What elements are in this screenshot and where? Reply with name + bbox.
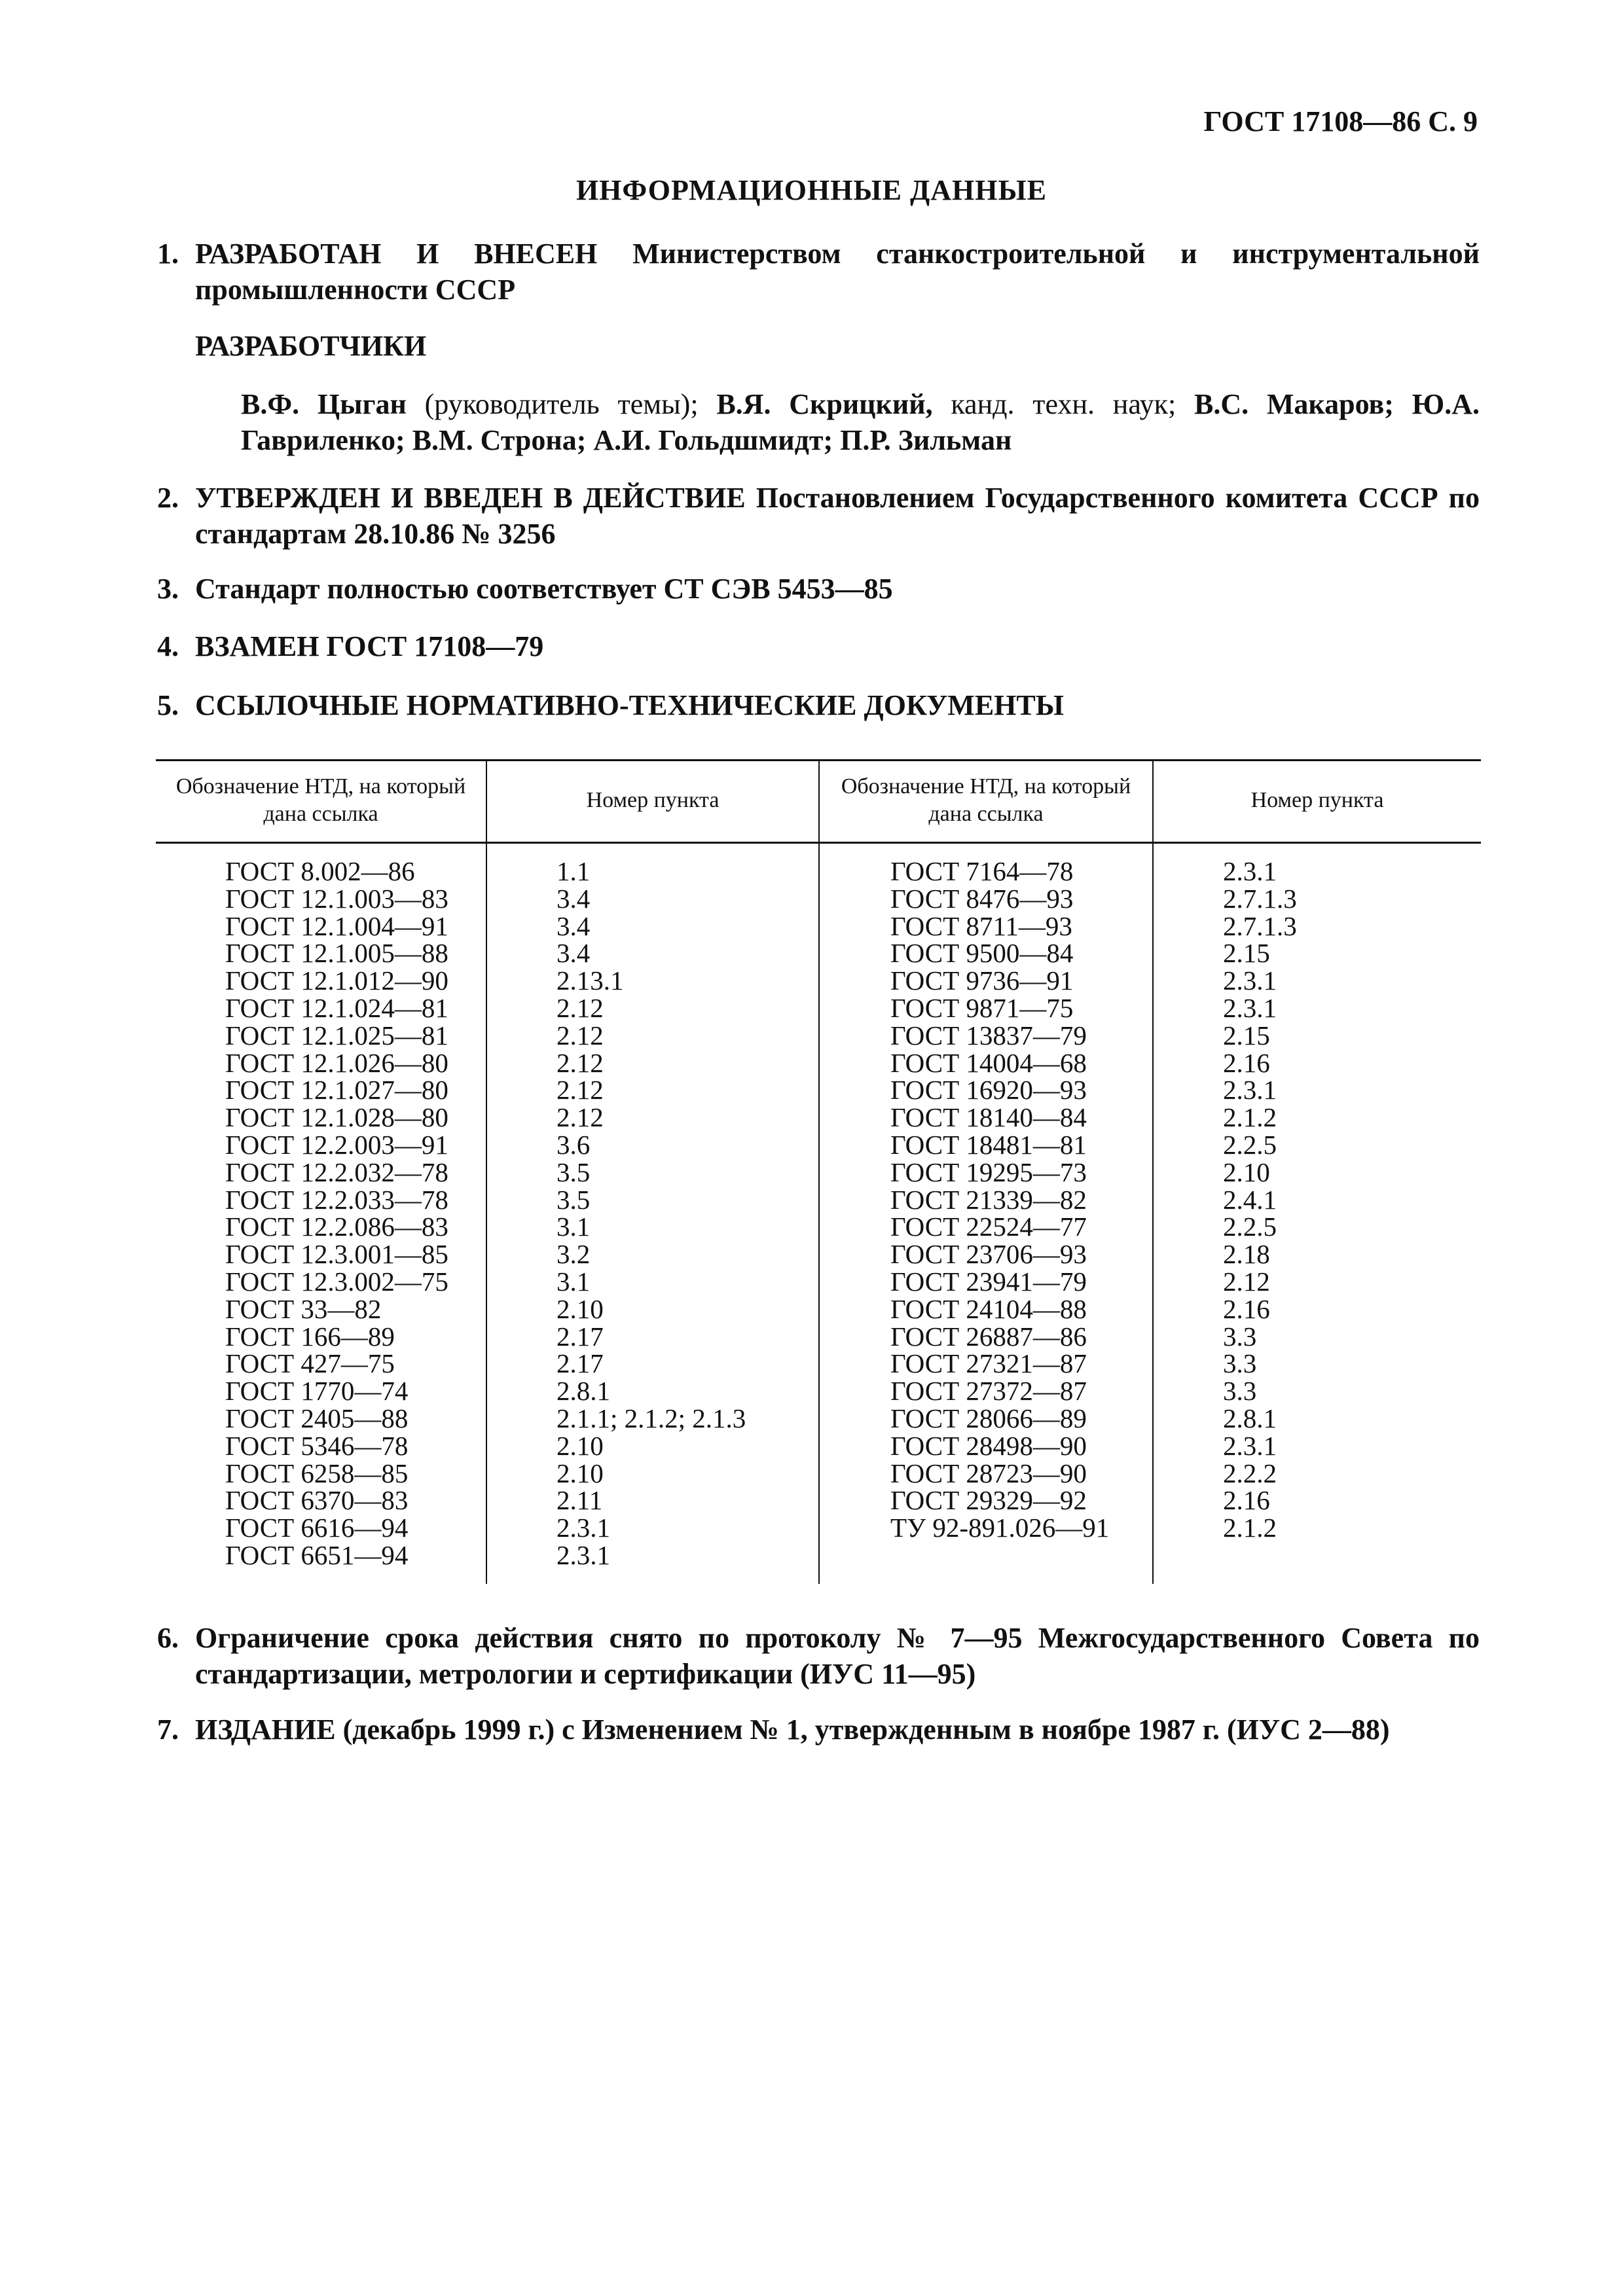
table-header-cell: Обозначение НТД, на который дана ссылка [841, 774, 1131, 826]
item-number: 5. [157, 689, 179, 721]
item-1 [157, 236, 1480, 308]
developers-heading: РАЗРАБОТЧИКИ [195, 330, 427, 362]
item-text: УТВЕРЖДЕН И ВВЕДЕН В ДЕЙСТВИЕ Постановлением Государственного комитета СССР по стандартам 28.10.86 № 3256 [195, 482, 1480, 550]
table-column-divider [818, 759, 820, 1584]
item-5 [157, 687, 1480, 723]
table-column-left-documents: ГОСТ 8.002—86 ГОСТ 12.1.003—83 ГОСТ 12.1.004—91 ГОСТ 12.1.005—88 ГОСТ 12.1.012—90 ГОСТ 12.1.024—81 ГОСТ 12.1.025—81 ГОСТ 12.1.026—80 ГОСТ 12.1.027—80 ГОСТ 12.1.028—80 ГОСТ 12.2.003—91 ГОСТ 12.2.032—78 ГОСТ 12.2.033—78 ГОСТ 12.2.086—83 ГОСТ 12.3.001—85 ГОСТ 12.3.002—75 ГОСТ 33—82 ГОСТ 166—89 ГОСТ 427—75 ГОСТ 1770—74 ГОСТ 2405—88 ГОСТ 5346—78 ГОСТ 6258—85 ГОСТ 6370—83 ГОСТ 6616—94 ГОСТ 6651—94 [225, 856, 448, 1570]
reference-table [156, 759, 1481, 1584]
item-text: ИЗДАНИЕ (декабрь 1999 г.) с Изменением № 1, утвержденным в ноябре 1987 г. (ИУС 2—88) [195, 1713, 1390, 1746]
table-header-cell: Обозначение НТД, на который дана ссылка [175, 774, 466, 826]
item-7 [157, 1712, 1480, 1748]
table-header-cell: Номер пункта [1250, 788, 1384, 812]
developer-role: (руководитель темы); [406, 388, 717, 420]
item-2 [157, 480, 1480, 552]
developer-name: В.Ф. Цыган [241, 388, 407, 420]
table-column-right-points: 2.3.1 2.7.1.3 2.7.1.3 2.15 2.3.1 2.3.1 2.15 2.16 2.3.1 2.1.2 2.2.5 2.10 2.4.1 2.2.5 2.18 2.12 2.16 3.3 3.3 3.3 2.8.1 2.3.1 2.2.2 2.16 2.1.2 [1223, 856, 1297, 1543]
table-column-right-documents: ГОСТ 7164—78 ГОСТ 8476—93 ГОСТ 8711—93 ГОСТ 9500—84 ГОСТ 9736—91 ГОСТ 9871—75 ГОСТ 13837—79 ГОСТ 14004—68 ГОСТ 16920—93 ГОСТ 18140—84 ГОСТ 18481—81 ГОСТ 19295—73 ГОСТ 21339—82 ГОСТ 22524—77 ГОСТ 23706—93 ГОСТ 23941—79 ГОСТ 24104—88 ГОСТ 26887—86 ГОСТ 27321—87 ГОСТ 27372—87 ГОСТ 28066—89 ГОСТ 28498—90 ГОСТ 28723—90 ГОСТ 29329—92 ТУ 92-891.026—91 [890, 856, 1110, 1543]
developer-role: канд. техн. наук; [932, 388, 1194, 420]
item-number: 3. [157, 573, 179, 605]
item-text: ВЗАМЕН ГОСТ 17108—79 [195, 630, 544, 662]
item-number: 7. [157, 1713, 179, 1746]
item-number: 4. [157, 630, 179, 662]
table-header-cell: Номер пункта [586, 788, 720, 812]
item-3 [157, 571, 1480, 607]
item-text: РАЗРАБОТАН И ВНЕСЕН Министерством станкостроительной и инструментальной промышленности СССР [195, 238, 1480, 306]
item-number: 2. [157, 482, 179, 514]
item-number: 1. [157, 238, 179, 270]
item-text: Ограничение срока действия снято по протоколу № 7—95 Межгосударственного Совета по стандартизации, метрологии и сертификации (ИУС 11—95) [195, 1622, 1480, 1690]
developer-names: В.С. Макаров; Ю.А. Гавриленко; В.М. Строна; А.И. Гольдшмидт; П.Р. Зильман [241, 388, 1480, 456]
item-text: ССЫЛОЧНЫЕ НОРМАТИВНО-ТЕХНИЧЕСКИЕ ДОКУМЕНТЫ [195, 689, 1064, 721]
table-column-divider [1152, 759, 1154, 1584]
table-column-left-points: 1.1 3.4 3.4 3.4 2.13.1 2.12 2.12 2.12 2.12 2.12 3.6 3.5 3.5 3.1 3.2 3.1 2.10 2.17 2.17 2.8.1 2.1.1; 2.1.2; 2.1.3 2.10 2.10 2.11 2.3.1 2.3.1 [556, 856, 746, 1570]
page-header: ГОСТ 17108—86 С. 9 [1203, 105, 1478, 137]
item-4 [157, 628, 1480, 664]
table-column-divider [486, 759, 487, 1584]
developers-list [241, 386, 1480, 458]
developer-name: В.Я. Скрицкий, [716, 388, 933, 420]
item-6 [157, 1620, 1480, 1692]
page-title: ИНФОРМАЦИОННЫЕ ДАННЫЕ [575, 174, 1048, 206]
item-number: 6. [157, 1622, 179, 1654]
item-text: Стандарт полностью соответствует СТ СЭВ 5453—85 [195, 573, 893, 605]
